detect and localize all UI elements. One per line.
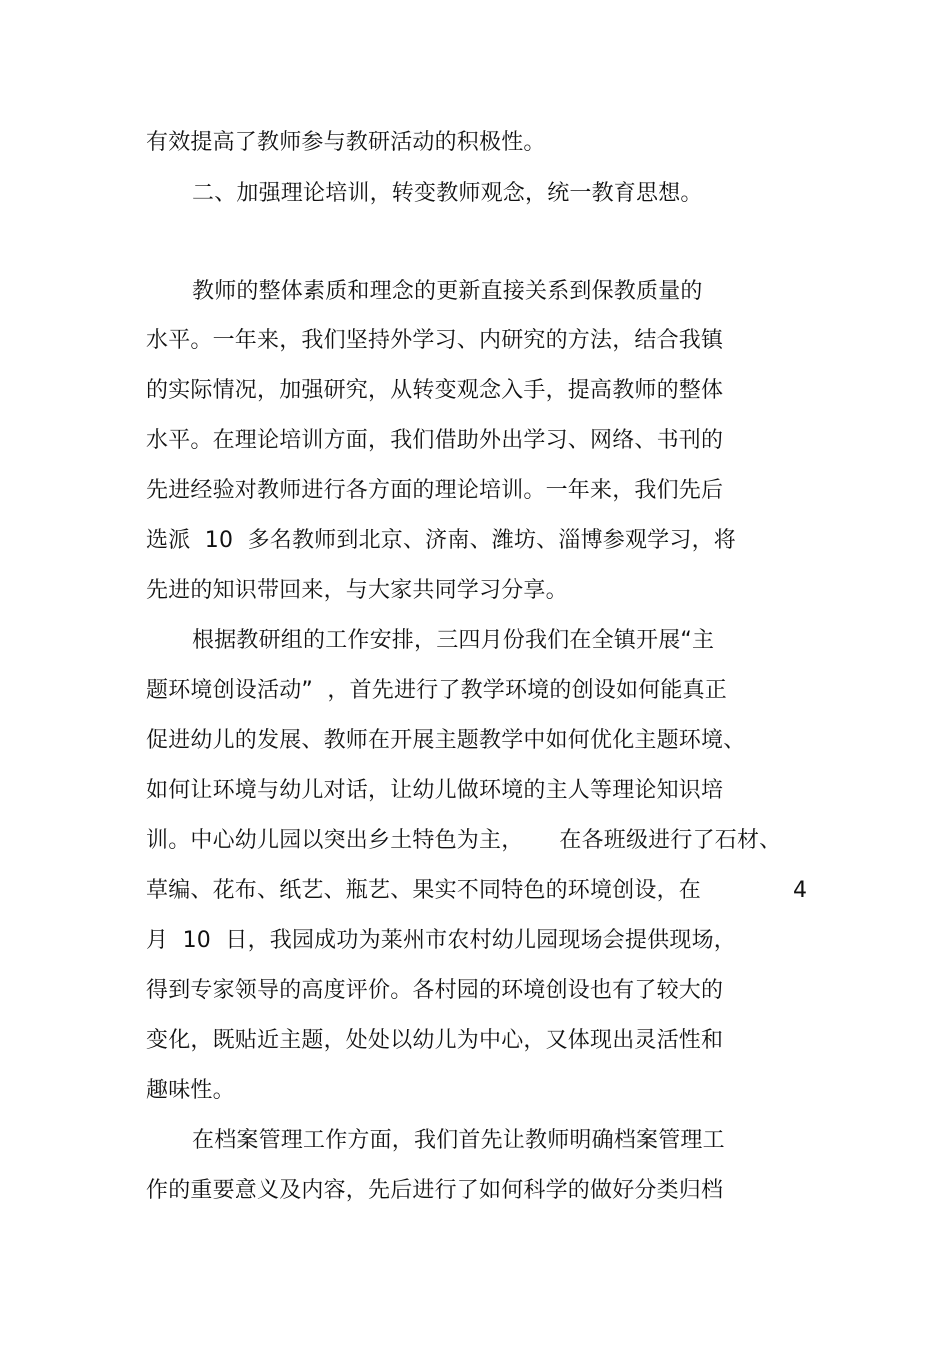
- text-line: 先进经验对教师进行各方面的理论培训。一年来，我们先后: [146, 478, 724, 503]
- text-line: 作的重要意义及内容，先后进行了如何科学的做好分类归档: [146, 1178, 724, 1203]
- text-line: 月 10 日，我园成功为莱州市农村幼儿园现场会提供现场，: [146, 928, 736, 953]
- text-line: 教师的整体素质和理念的更新直接关系到保教质量的: [192, 279, 703, 304]
- floating-number: 4: [793, 878, 807, 903]
- text-line: 促进幼儿的发展、教师在开展主题教学中如何优化主题环境、: [146, 728, 746, 753]
- text-line: 选派 10 多名教师到北京、济南、潍坊、淄博参观学习，将: [146, 528, 736, 553]
- text-line: 草编、花布、纸艺、瓶艺、果实不同特色的环境创设，在: [146, 878, 702, 903]
- text-line: 的实际情况，加强研究，从转变观念入手，提高教师的整体: [146, 378, 724, 403]
- text-line: 先进的知识带回来，与大家共同学习分享。: [146, 578, 568, 603]
- text-line: 水平。一年来，我们坚持外学习、内研究的方法，结合我镇: [146, 328, 724, 353]
- text-line: 根据教研组的工作安排，三四月份我们在全镇开展“主: [192, 628, 715, 653]
- text-line: 训。中心幼儿园以突出乡土特色为主， 在各班级进行了石材、: [146, 828, 782, 853]
- text-line: 在档案管理工作方面，我们首先让教师明确档案管理工: [192, 1128, 725, 1153]
- text-line: 水平。在理论培训方面，我们借助外出学习、网络、书刊的: [146, 428, 724, 453]
- text-line: 如何让环境与幼儿对话，让幼儿做环境的主人等理论知识培: [146, 778, 724, 803]
- section-heading: 二、加强理论培训，转变教师观念，统一教育思想。: [192, 181, 703, 206]
- text-line: 得到专家领导的高度评价。各村园的环境创设也有了较大的: [146, 978, 724, 1003]
- text-line: 趣味性。: [146, 1078, 235, 1103]
- text-line: 变化，既贴近主题，处处以幼儿为中心，又体现出灵活性和: [146, 1028, 724, 1053]
- text-line: 有效提高了教师参与教研活动的积极性。: [146, 130, 546, 155]
- text-line: 题环境创设活动” ，首先进行了教学环境的创设如何能真正: [146, 678, 727, 703]
